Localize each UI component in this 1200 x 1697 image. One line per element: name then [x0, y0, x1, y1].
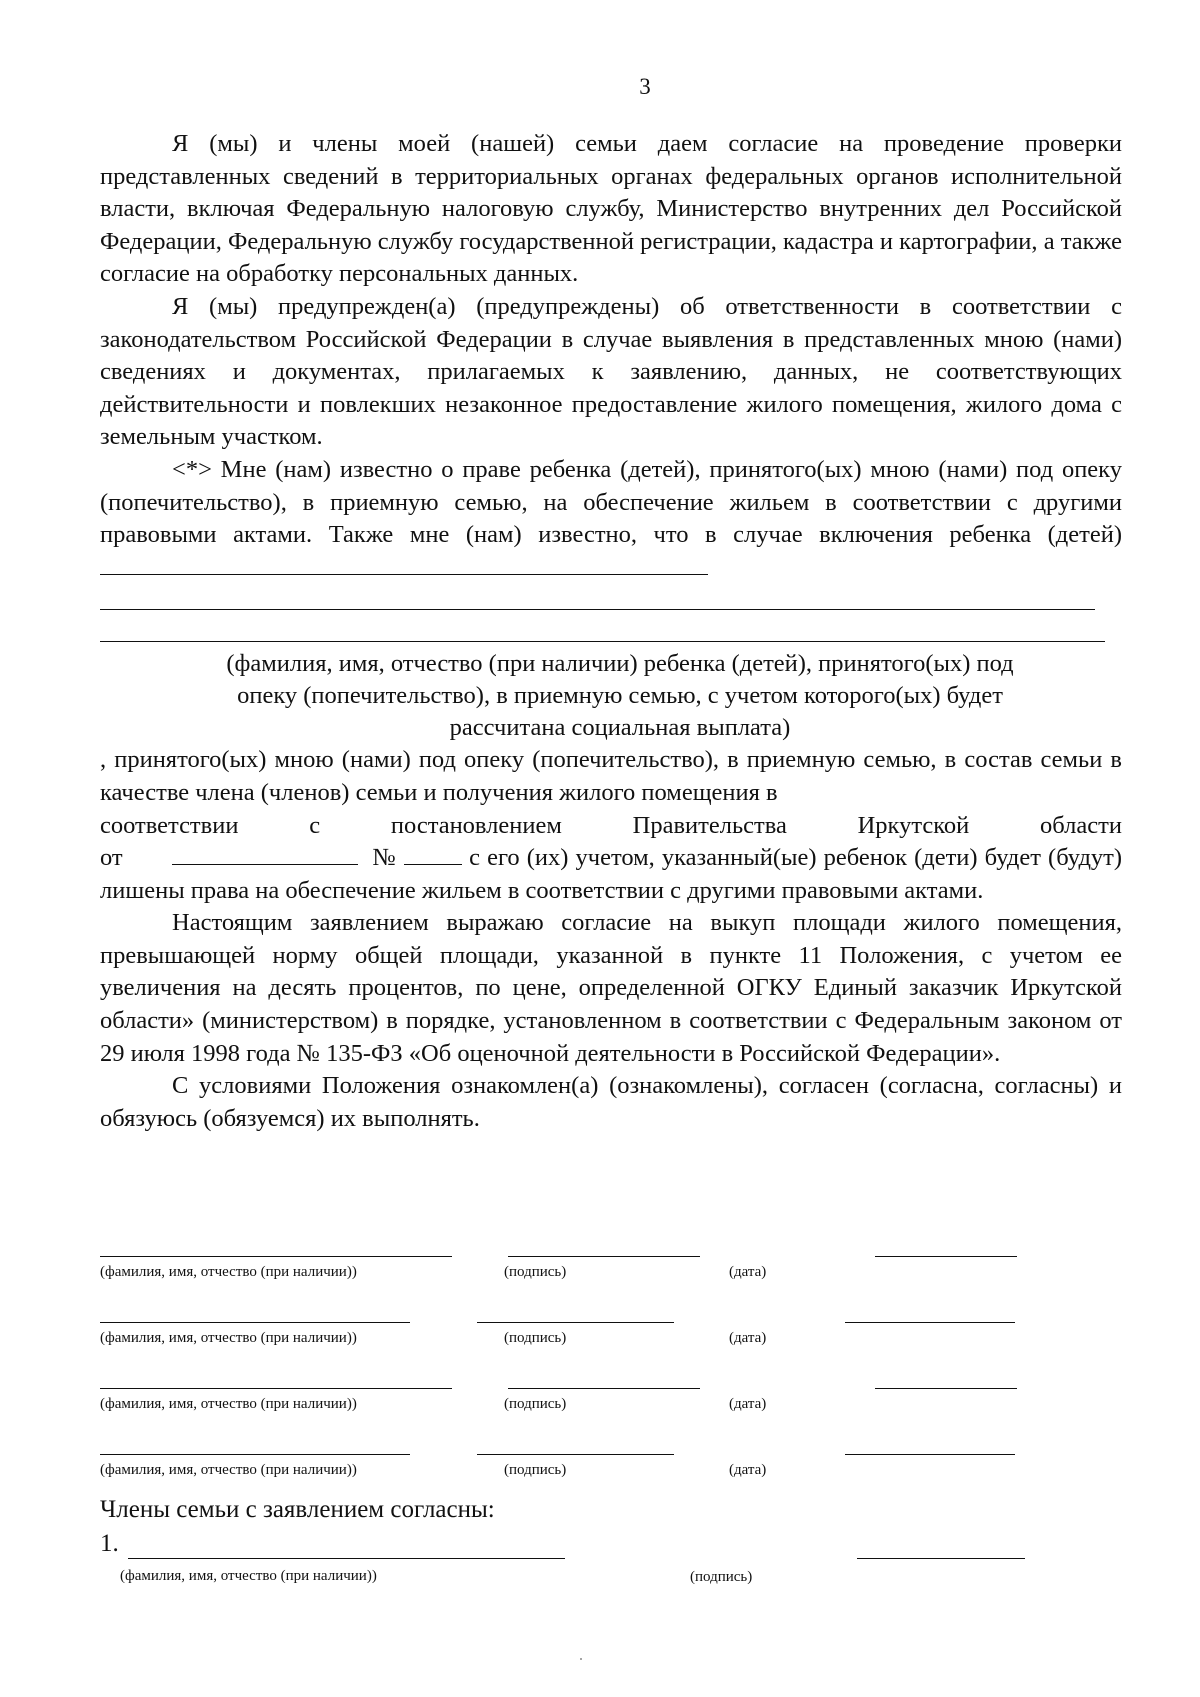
decree-number-blank[interactable] [404, 842, 462, 865]
family-member-number: 1. [100, 1530, 119, 1557]
decree-words-row [100, 810, 1122, 843]
date-caption: (дата) [729, 1396, 767, 1412]
decree-word: постановлением [390, 811, 562, 839]
signature-line[interactable] [477, 1322, 674, 1323]
scan-speck [580, 1658, 582, 1660]
signature-caption: (подпись) [504, 1396, 567, 1412]
date-line[interactable] [845, 1322, 1015, 1323]
name-line[interactable] [100, 1322, 410, 1323]
date-caption: (дата) [729, 1462, 767, 1478]
child-rights-text: <*> Мне (нам) известно о праве ребенка (детей), принятого(ых) мною (нами) под опеку (попечительство), в приемную семью, на обеспечение жильем в соответствии с другими правовыми актами. Также мне (нам) известно, что в случае включения ребенка (детей) [100, 455, 1122, 549]
decree-date-blank[interactable] [172, 842, 358, 865]
family-member-signature-caption: (подпись) [690, 1569, 753, 1585]
guardianship-paragraph-start: , принятого(ых) мною (нами) под опеку (попечительство), в приемную семью, в состав семьи в качестве члена (членов) семьи и получения жилого помещения в [100, 746, 1122, 806]
child-name-blank-line-3[interactable] [100, 641, 1105, 642]
decree-details-paragraph [100, 842, 1122, 907]
name-line[interactable] [100, 1454, 410, 1455]
signature-row [100, 1388, 1122, 1454]
signature-row [100, 1256, 1122, 1322]
date-caption: (дата) [729, 1330, 767, 1346]
buyout-consent-paragraph: Настоящим заявлением выражаю согласие на выкуп площади жилого помещения, превышающей норму общей площади, указанной в пункте 11 Положения, с учетом ее увеличения на десять процентов, по цене, определенной ОГКУ Единый заказчик Иркутской области» (министерством) в порядке, установленном в соответствии с Федеральным законом от 29 июля 1998 года № 135-ФЗ «Об оценочной деятельности в Российской Федерации». [100, 909, 1122, 1067]
family-member-name-line[interactable] [128, 1558, 565, 1559]
name-caption: (фамилия, имя, отчество (при наличии)) [100, 1264, 357, 1280]
consent-check-paragraph: Я (мы) и члены моей (нашей) семьи даем согласие на проведение проверки представленных сведений в территориальных органах федеральных органов исполнительной власти, включая Федеральную налоговую службу, Министерство внутренних дел Российской Федерации, Федеральную службу государственной регистрации, кадастра и картографии, а также согласие на обработку персональных данных. [100, 130, 1122, 288]
child-rights-paragraph [100, 454, 1122, 584]
decree-word: с [309, 811, 321, 839]
family-member-name-caption: (фамилия, имя, отчество (при наличии)) [120, 1568, 377, 1584]
decree-word: Правительства [632, 811, 787, 839]
page-number: 3 [639, 74, 651, 99]
name-line[interactable] [100, 1388, 452, 1389]
date-line[interactable] [875, 1388, 1017, 1389]
name-caption: (фамилия, имя, отчество (при наличии)) [100, 1462, 357, 1478]
signature-line[interactable] [508, 1256, 700, 1257]
signature-caption: (подпись) [504, 1330, 567, 1346]
decree-number-label: № [372, 844, 397, 872]
name-caption: (фамилия, имя, отчество (при наличии)) [100, 1330, 357, 1346]
name-caption: (фамилия, имя, отчество (при наличии)) [100, 1396, 357, 1412]
decree-from-label: от [100, 844, 123, 872]
child-caption-line-3: рассчитана социальная выплата) [449, 714, 791, 742]
conditions-agreement-paragraph: С условиями Положения ознакомлен(а) (ознакомлены), согласен (согласна, согласны) и обязуюсь (обязуемся) их выполнять. [100, 1072, 1122, 1132]
date-line[interactable] [845, 1454, 1015, 1455]
name-line[interactable] [100, 1256, 452, 1257]
decree-word: Иркутской [857, 811, 970, 839]
date-caption: (дата) [729, 1264, 767, 1280]
child-name-caption [100, 648, 1122, 744]
signature-line[interactable] [477, 1454, 674, 1455]
family-member-signature-line[interactable] [857, 1558, 1025, 1559]
signature-caption: (подпись) [504, 1462, 567, 1478]
signature-line[interactable] [508, 1388, 700, 1389]
child-caption-line-2: опеку (попечительство), в приемную семью, с учетом которого(ых) будет [237, 682, 1003, 710]
signature-caption: (подпись) [504, 1264, 567, 1280]
signature-block [100, 1256, 1122, 1520]
document-body [100, 128, 1122, 1135]
child-name-blank[interactable] [100, 552, 708, 575]
decree-word: области [1040, 811, 1122, 839]
date-line[interactable] [875, 1256, 1017, 1257]
liability-warning-paragraph: Я (мы) предупрежден(а) (предупреждены) об ответственности в соответствии с законодательством Российской Федерации в случае выявления в представленных мною (нами) сведениях и документах, прилагаемых к заявлению, данных, не соответствующих действительности и повлекших незаконное предоставление жилого помещения, жилого дома с земельным участком. [100, 292, 1122, 451]
child-name-blank-line-2[interactable] [100, 609, 1095, 610]
family-members-title: Члены семьи с заявлением согласны: [100, 1496, 495, 1523]
signature-row [100, 1322, 1122, 1388]
child-caption-line-1: (фамилия, имя, отчество (при наличии) ребенка (детей), принятого(ых) под [226, 650, 1014, 678]
decree-rest-text: с его (их) учетом, указанный(ые) ребенок (дети) будет (будут) лишены права на обеспечение жильем в соответствии с другими правовыми актами. [100, 844, 1123, 904]
decree-word: соответствии [100, 811, 239, 839]
